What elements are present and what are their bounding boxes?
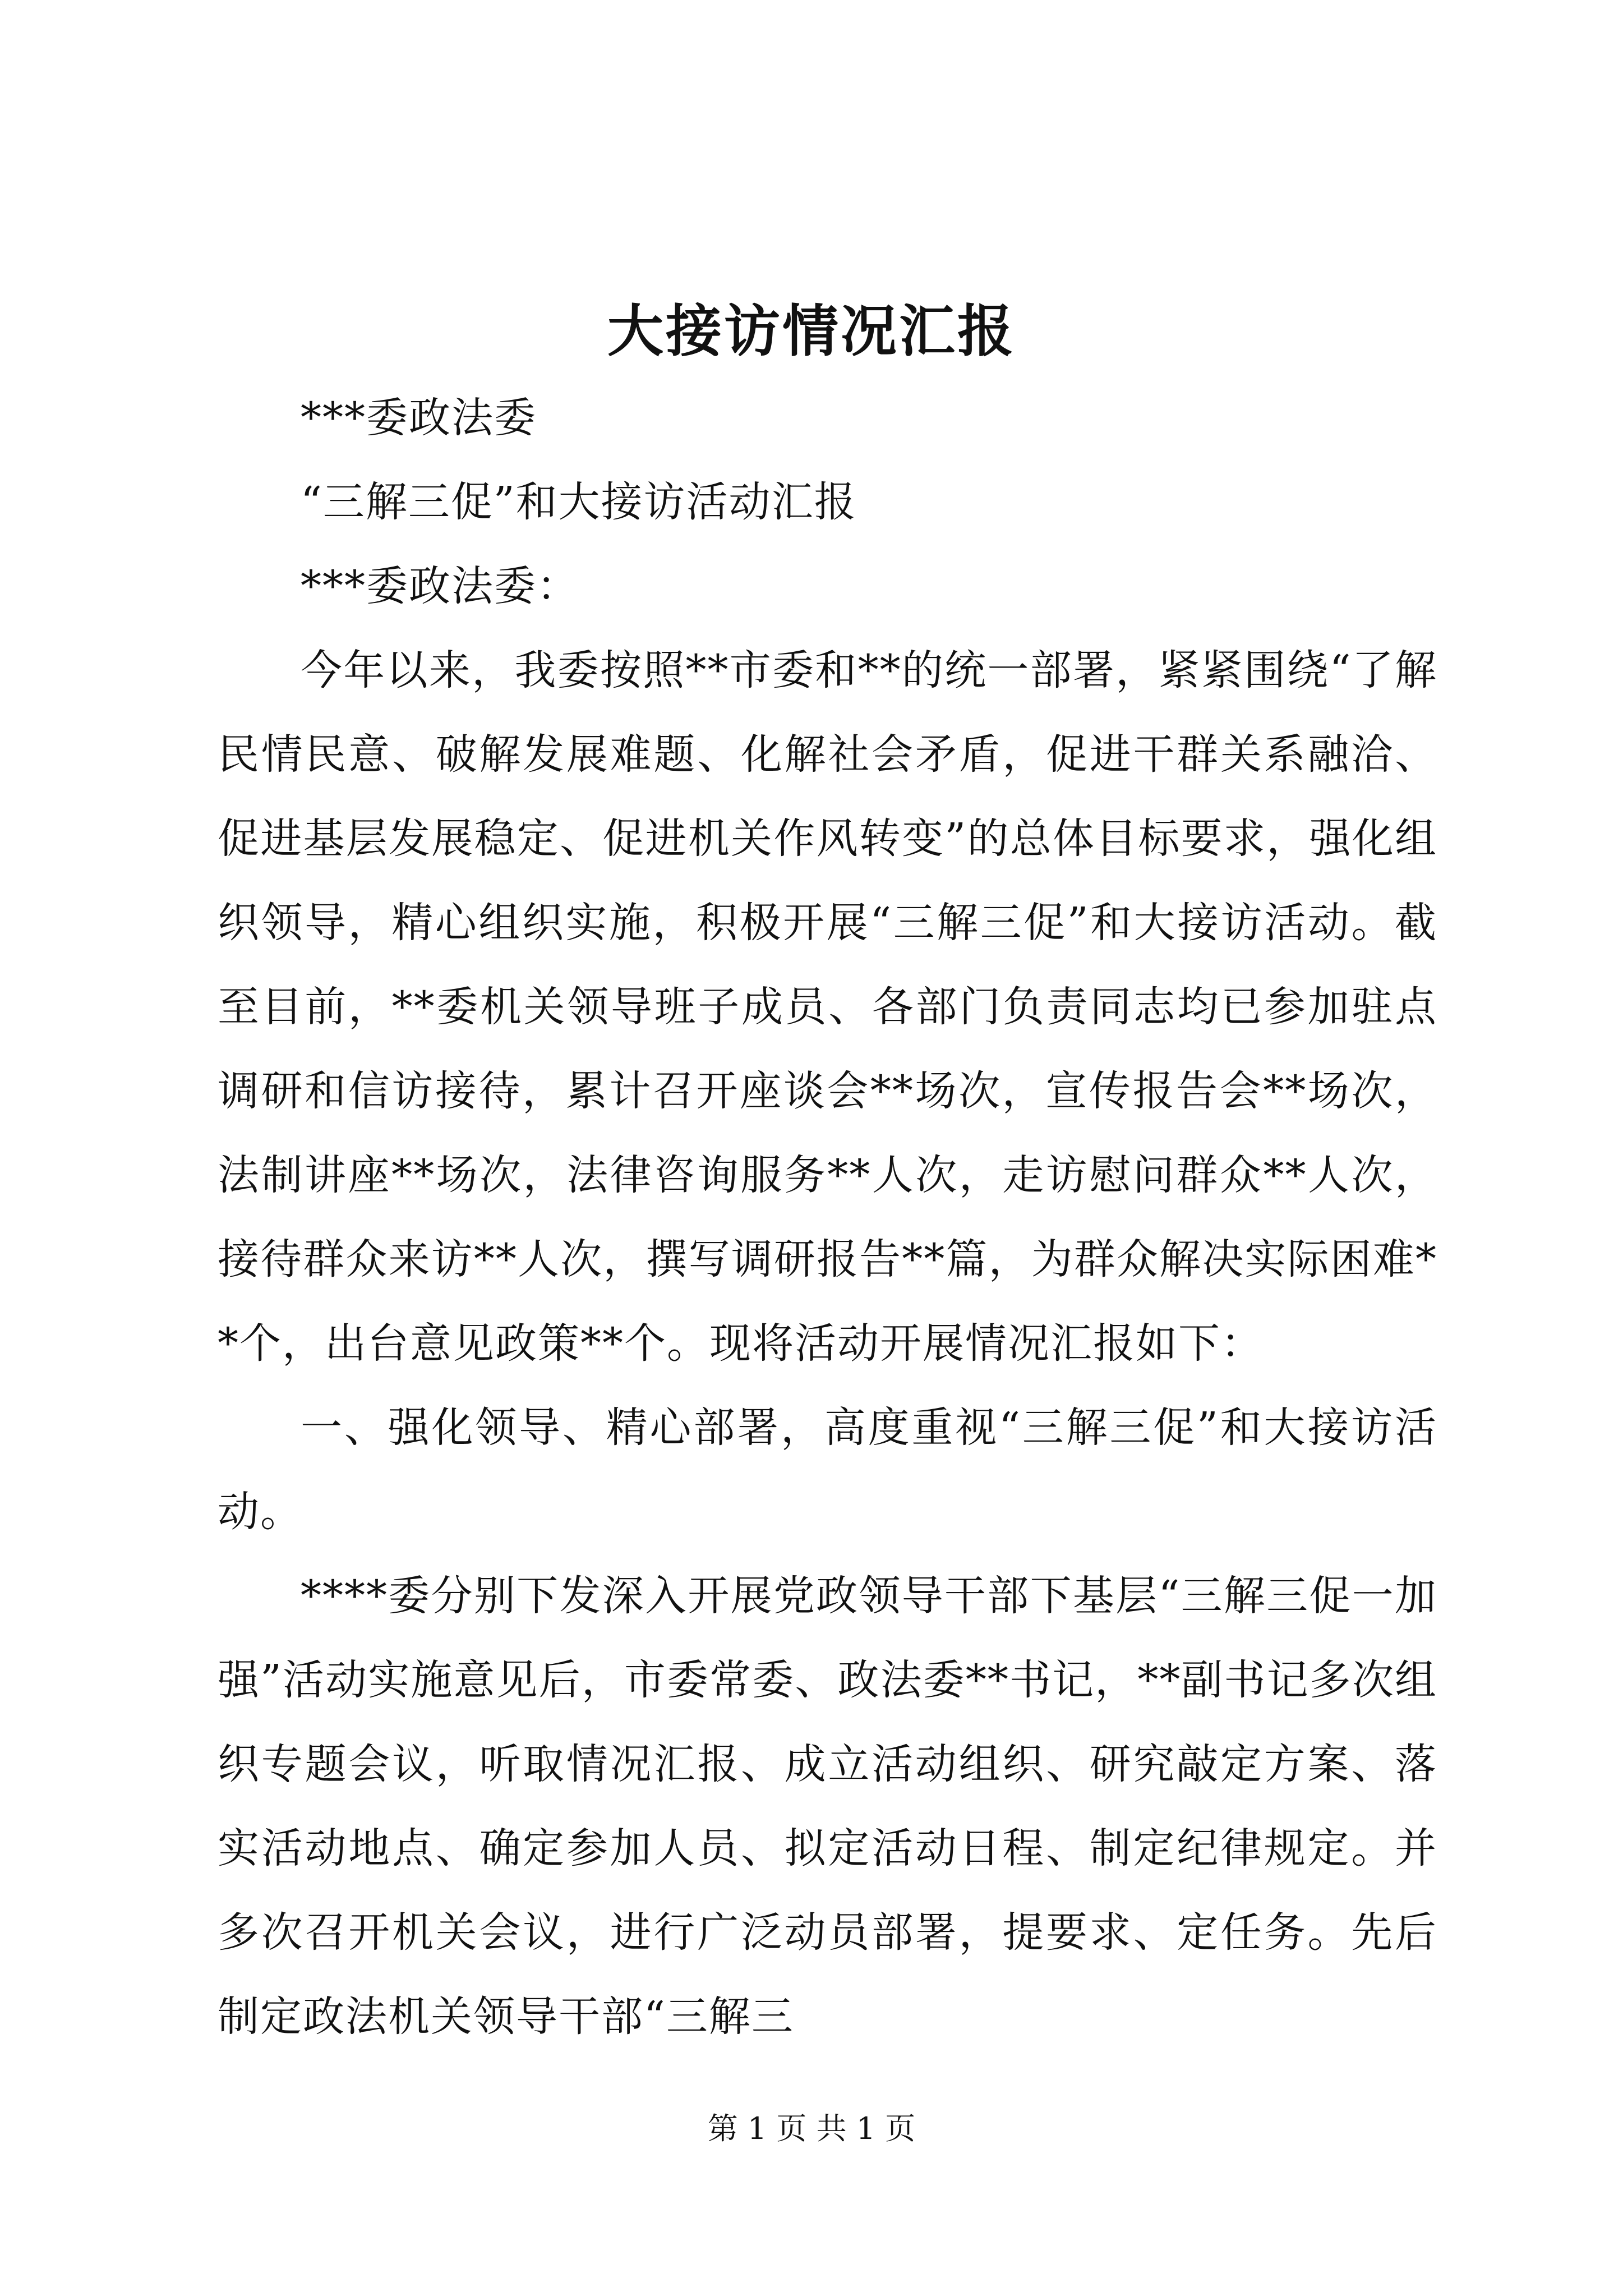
document-title: 大接访情况汇报: [607, 298, 1016, 364]
paragraph-introduction: 今年以来，我委按照**市委和**的统一部署，紧紧围绕“了解民情民意、破解发展难题、化解社会矛盾，促进干群关系融洽、促进基层发展稳定、促进机关作风转变”的总体目标要求，强化组织领导，精心组织实施，积极开展“三解三促”和大接访活动。截至目前，**委机关领导班子成员、各部门负责同志均已参加驻点调研和信访接待，累计召开座谈会**场次，宣传报告会**场次，法制讲座**场次，法律咨询服务**人次，走访慰问群众**人次，接待群众来访**人次，撰写调研报告**篇，为群众解决实际困难**个，出台意见政策**个。现将活动开展情况汇报如下：: [218, 646, 1437, 1368]
paragraph-section-content-1: ****委分别下发深入开展党政领导干部下基层“三解三促一加强”活动实施意见后，市委常委、政法委**书记，**副书记多次组织专题会议，听取情况汇报、成立活动组织、研究敲定方案、落实活动地点、确定参加人员、拟定活动日程、制定纪律规定。并多次召开机关会议，进行广泛动员部署，提要求、定任务。先后制定政法机关领导干部“三解三: [218, 1572, 1437, 2041]
document-body: [218, 376, 1437, 2059]
paragraph-section-heading-1: 一、强化领导、精心部署，高度重视“三解三促”和大接访活动。: [218, 1404, 1437, 1536]
paragraph-salutation: ***委政法委：: [301, 562, 579, 610]
paragraph-issuer: ***委政法委: [301, 394, 537, 442]
paragraph-subtitle: “三解三促”和大接访活动汇报: [301, 478, 857, 526]
page-footer: 第 1 页 共 1 页: [707, 2111, 916, 2146]
